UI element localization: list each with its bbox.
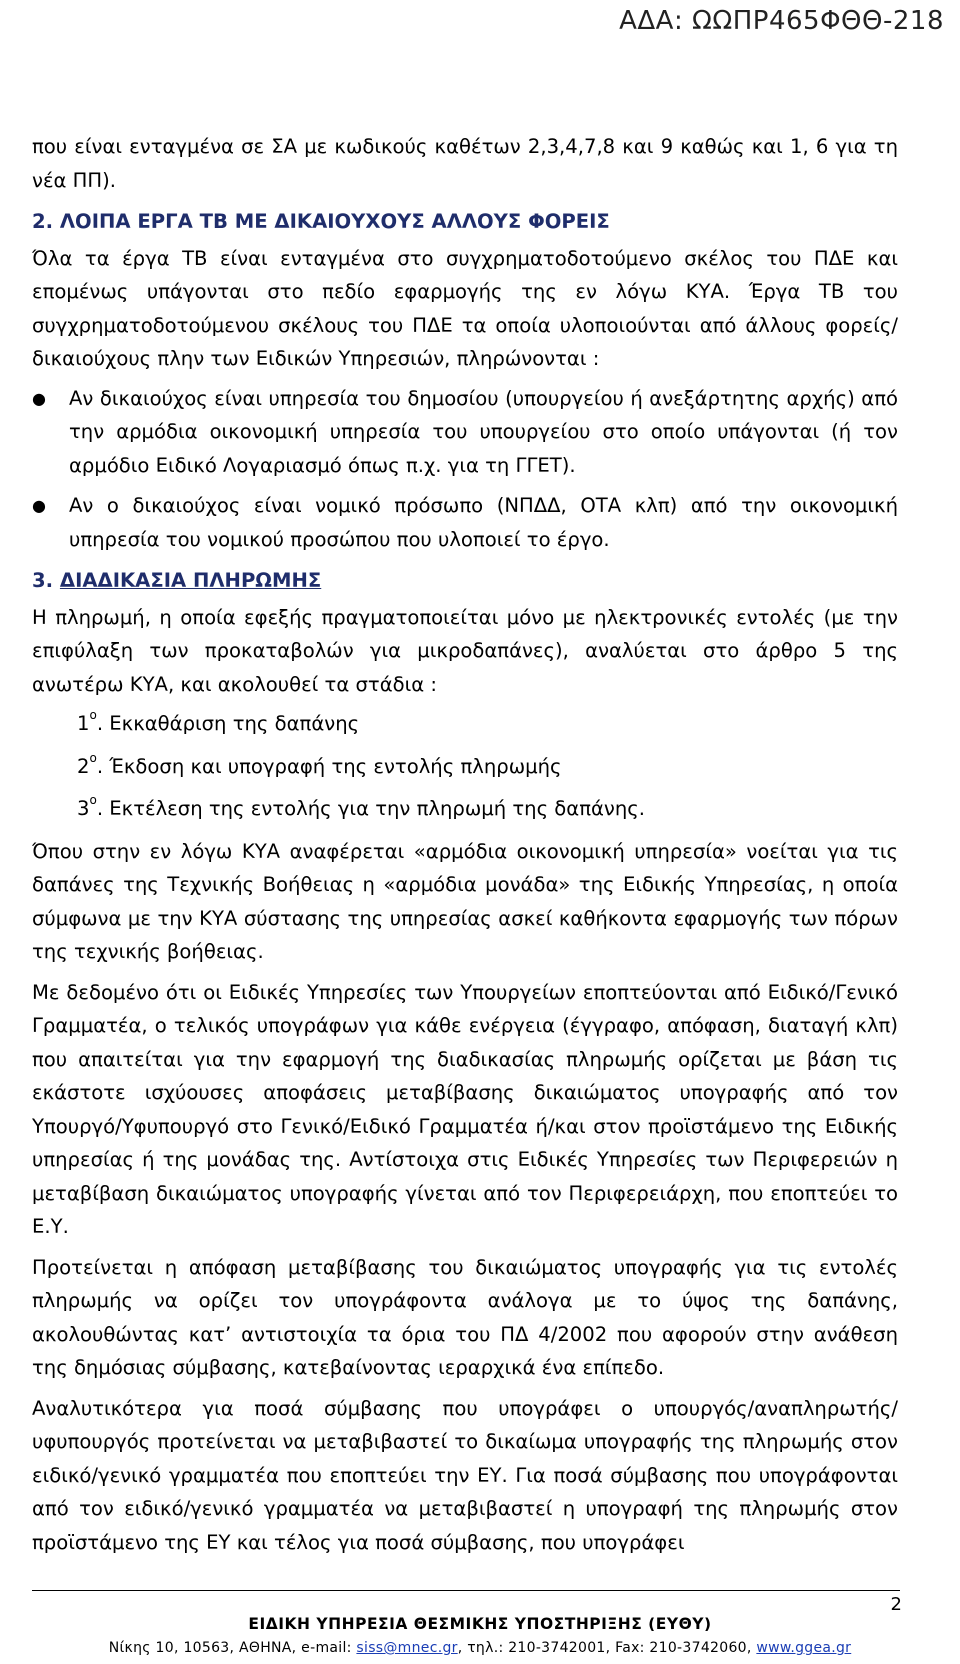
bullet-text: Αν δικαιούχος είναι υπηρεσία του δημοσίου (υπουργείου ή ανεξάρτητης αρχής) από την αρμόδια οικονομική υπηρεσία του υπουργείου στο οποίο υπάγονται (ή τον αρμόδιο Ειδικό Λογαριασμό όπως π.χ. για τη ΓΓΕΤ). — [69, 386, 898, 477]
step-number: 2 — [77, 754, 90, 778]
address-text: Νίκης 10, 10563, ΑΘΗΝΑ, e-mail: — [108, 1640, 357, 1656]
bullet-icon: ● — [32, 388, 46, 408]
phone-fax-text: , τηλ.: 210-3742001, Fax: 210-3742060, — [457, 1640, 757, 1656]
ada-code: ΑΔΑ: ΩΩΠΡ465ΦΘΘ-218 — [619, 6, 944, 36]
footer-address — [0, 1640, 960, 1656]
section2-paragraph: Όλα τα έργα ΤΒ είναι ενταγμένα στο συγχρηματοδοτούμενο σκέλος του ΠΔΕ και επομένως υπάγονται στο πεδίο εφαρμογής της εν λόγω ΚΥΑ. Έργα ΤΒ του συγχρηματοδοτούμενου σκέλους του ΠΔΕ τα οποία υλοποιούνται από άλλους φορείς/δικαιούχους πλην των Ειδικών Υπηρεσιών, πληρώνονται : — [32, 246, 898, 370]
section3-heading — [32, 564, 898, 598]
competent-service-paragraph: Όπου στην εν λόγω ΚΥΑ αναφέρεται «αρμόδια οικονομική υπηρεσία» νοείται για τις δαπάνες της Τεχνικής Βοήθειας η «αρμόδια μονάδα» της Ειδικής Υπηρεσίας, η οποία σύμφωνα με την ΚΥΑ σύστασης της υπηρεσίας ασκεί καθήκοντα εφαρμογής των πόρων της τεχνικής βοήθειας. — [32, 839, 898, 963]
section3-paragraph: Η πληρωμή, η οποία εφεξής πραγματοποιείται μόνο με ηλεκτρονικές εντολές (με την επιφύλαξη των προκαταβολών για μικροδαπάνες), αναλύεται στο άρθρο 5 της ανωτέρω ΚΥΑ, και ακολουθεί τα στάδια : — [32, 605, 898, 696]
footer-divider — [32, 1590, 900, 1591]
signing-paragraph: Με δεδομένο ότι οι Ειδικές Υπηρεσίες των Υπουργείων εποπτεύονται από Ειδικό/Γενικό Γραμματέα, ο τελικός υπογράφων για κάθε ενέργεια (έγγραφο, απόφαση, διαταγή κλπ) που απαιτείται για την εφαρμογή της διαδικασίας πληρωμής ορίζεται με βάση τις εκάστοτε ισχύουσες αποφάσεις μεταβίβασης δικαιώματος υπογραφής από τον Υπουργό/Υφυπουργό στο Γενικό/Ειδικό Γραμματέα ή/και στον προϊστάμενο της Ειδικής υπηρεσίας ή της μονάδας της. Αντίστοιχα στις Ειδικές Υπηρεσίες των Περιφερειών η μεταβίβαση δικαιώματος υπογραφής γίνεται από τον Περιφερειάρχη, που εποπτεύει το Ε.Υ. — [32, 980, 898, 1238]
section3-number: 3. — [32, 569, 54, 592]
step-number: 1 — [77, 712, 90, 735]
ordinal-mark: ο — [89, 793, 97, 807]
ordinal-mark: ο — [89, 708, 97, 722]
list-item — [77, 792, 898, 826]
list-item — [32, 382, 898, 483]
step-text: . Εκτέλεση της εντολής για την πληρωμή της δαπάνης. — [96, 797, 646, 820]
bullet-list — [32, 382, 898, 557]
ordinal-mark: ο — [89, 750, 97, 765]
proposal-paragraph: Προτείνεται η απόφαση μεταβίβασης του δικαιώματος υπογραφής για τις εντολές πληρωμής να ορίζει τον υπογράφοντα ανάλογα με το ύψος της δαπάνης, ακολουθώντας κατ’ αντιστοιχία τα όρια του ΠΔ 4/2002 που αφορούν στην ανάθεση της δημόσιας σύμβασης, κατεβαίνοντας ιεραρχικά ένα επίπεδο. — [32, 1255, 898, 1379]
intro-paragraph: που είναι ενταγμένα σε ΣΑ με κωδικούς καθέτων 2,3,4,7,8 και 9 καθώς και 1, 6 για τη νέα ΠΠ). — [32, 135, 898, 192]
bullet-text: Αν ο δικαιούχος είναι νομικό πρόσωπο (ΝΠΔΔ, ΟΤΑ κλπ) από την οικονομική υπηρεσία του νομικού προσώπου που υλοποιεί το έργο. — [69, 494, 898, 551]
step-number: 3 — [77, 797, 90, 820]
list-item — [77, 707, 898, 741]
detail-paragraph: Αναλυτικότερα για ποσά σύμβασης που υπογράφει ο υπουργός/αναπληρωτής/ υφυπουργός προτείνεται να μεταβιβαστεί το δικαίωμα υπογραφής της πληρωμής στον ειδικό/γενικό γραμματέα που εποπτεύει την ΕΥ. Για ποσά σύμβασης που υπογράφονται από τον ειδικό/γενικό γραμματέα να μεταβιβαστεί η υπογραφή της πληρωμής στον προϊστάμενο της ΕΥ και τέλος για ποσά σύμβασης, που υπογράφει — [32, 1396, 898, 1554]
list-item — [32, 489, 898, 556]
section3-title: ΔΙΑΔΙΚΑΣΙΑ ΠΛΗΡΩΜΗΣ — [59, 569, 322, 592]
list-item — [77, 750, 898, 784]
payment-steps — [32, 707, 898, 826]
page-number: 2 — [890, 1594, 902, 1615]
step-text: . Έκδοση και υπογραφή της εντολής πληρωμής — [96, 754, 562, 778]
footer-organization: ΕΙΔΙΚΗ ΥΠΗΡΕΣΙΑ ΘΕΣΜΙΚΗΣ ΥΠΟΣΤΗΡΙΞΗΣ (ΕΥΘΥ) — [248, 1615, 712, 1633]
section2-heading: 2. ΛΟΙΠΑ ΕΡΓΑ ΤΒ ΜΕ ΔΙΚΑΙΟΥΧΟΥΣ ΑΛΛΟΥΣ ΦΟΡΕΙΣ — [32, 210, 610, 233]
email-link[interactable]: siss@mnec.gr — [356, 1640, 458, 1656]
bullet-icon: ● — [32, 496, 46, 515]
step-text: . Εκκαθάριση της δαπάνης — [96, 712, 360, 735]
website-link[interactable]: www.ggea.gr — [756, 1640, 852, 1656]
document-body — [32, 130, 898, 1559]
